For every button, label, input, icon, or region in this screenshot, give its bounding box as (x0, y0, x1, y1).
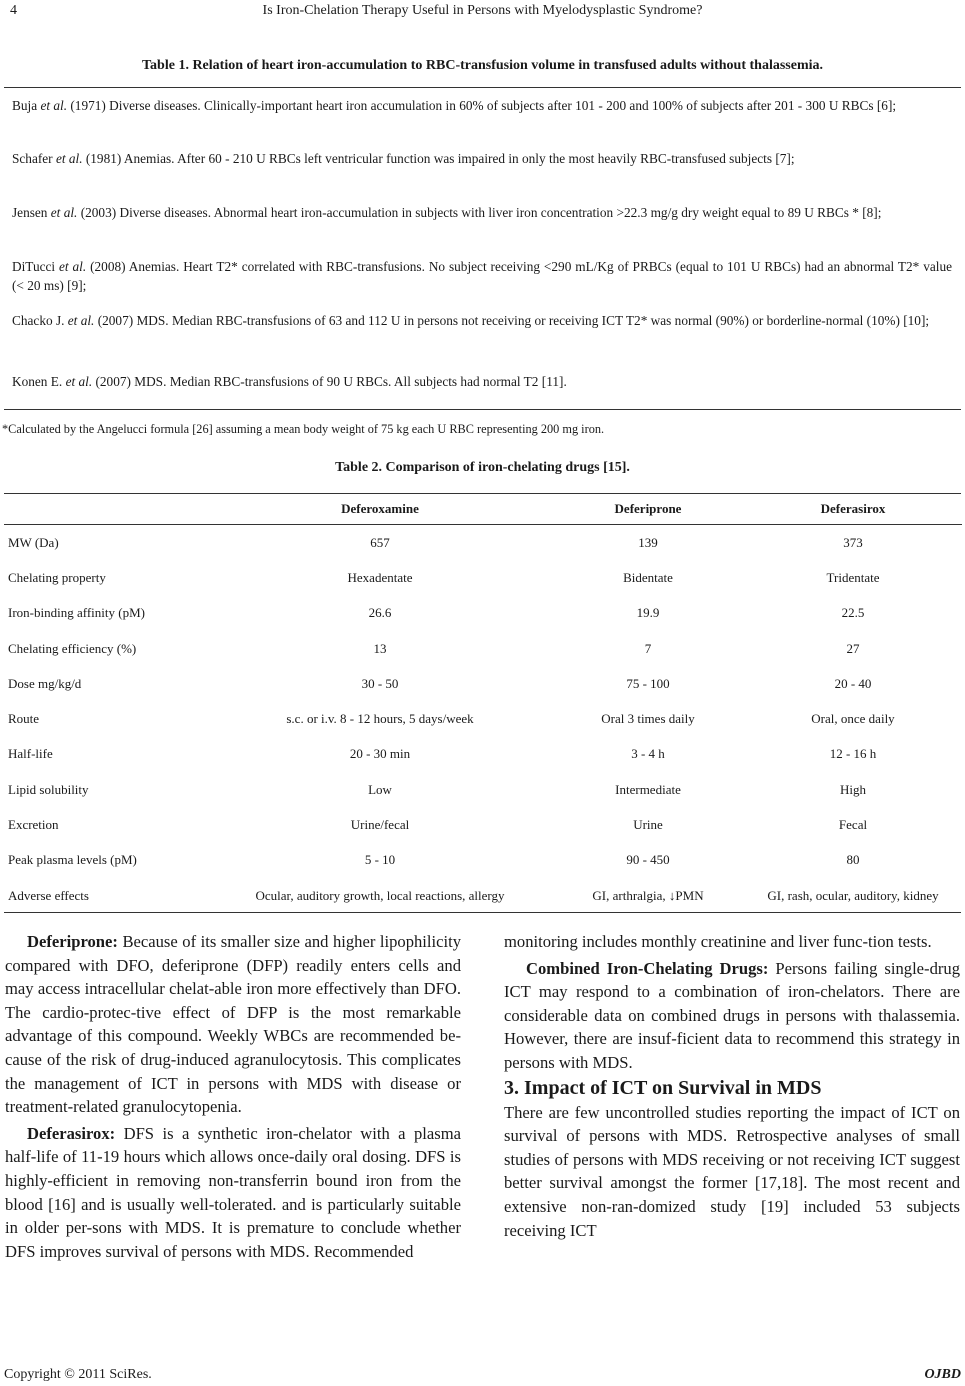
table-row (4, 560, 962, 595)
table1-entry: Chacko J. et al. (2007) MDS. Median RBC-transfusions of 63 and 112 U in persons not receiving or receiving ICT T2* was normal (90%) or borderline-normal (10%) [10]; (12, 313, 930, 328)
table1-entry: DiTucci et al. (2008) Anemias. Heart T2* correlated with RBC-transfusions. No subject receiving <290 mL/Kg of PRBCs (equal to 101 U RBCs) had an abnormal T2* value (< 20 ms) [9]; (12, 259, 952, 293)
table1-caption: Table 1. Relation of heart iron-accumulation to RBC-transfusion volume in transfused adults without thalassemia. (142, 58, 823, 73)
table-row (4, 525, 962, 561)
table-cell: Urine (633, 817, 663, 833)
table1-footnote: *Calculated by the Angelucci formula [26] assuming a mean body weight of 75 kg each U RBC representing 200 mg iron. (2, 422, 605, 436)
table-cell: Oral, once daily (811, 711, 895, 727)
table-header-cell (4, 494, 208, 525)
paragraph-deferasirox: Deferasirox: DFS is a synthetic iron-chelator with a plasma half-life of 11-19 hours which allows once-daily oral dosing. DFS is highly-efficient in removing non-transferrin bound iron from the blood [16] and is usually well-tolerated. and is particularly suitable in older per-sons with MDS. It is premature to conclude whether DFS improves survival of persons with MDS. Recommended (5, 1123, 461, 1261)
page-number: 4 (10, 3, 17, 18)
table-cell: 19.9 (636, 605, 660, 621)
table-cell: Tridentate (826, 569, 880, 585)
table-cell: High (840, 781, 866, 797)
table-cell: 20 - 40 (834, 675, 872, 691)
table-row-label: Half-life (8, 746, 53, 762)
table1-entry: Konen E. et al. (2007) MDS. Median RBC-transfusions of 90 U RBCs. All subjects had normal T2 [11]. (12, 374, 567, 389)
paragraph-deferiprone: Deferiprone: Because of its smaller size and higher lipophilicity compared with DFO, deferiprone (DFP) readily enters cells and may access intracellular chelat-able iron more effectively than DFO. The cardio-protec-tive effect of DFP is the most remarkable advantage of this compound. Weekly WBCs are recommended be-cause of the risk of drug-induced agranulocytosis. This complicates the management of ICT in persons with MDS with disease or treatment-related granulocytopenia. (5, 932, 462, 1117)
table-row-label: Excretion (8, 817, 59, 833)
table-cell: Intermediate (615, 781, 681, 797)
table-cell: Low (368, 781, 392, 797)
table-row-label: Dose mg/kg/d (8, 675, 82, 691)
table-row (4, 737, 962, 772)
table-row-label: Peak plasma levels (pM) (8, 852, 137, 868)
table1-entry: Buja et al. (1971) Diverse diseases. Clinically-important heart iron accumulation in 60% of subjects after 101 - 200 and 100% of subjects after 201 - 300 U RBCs [6]; (12, 98, 897, 113)
table-cell: Urine/fecal (350, 817, 410, 833)
footer-copyright: Copyright © 2011 SciRes. (4, 1367, 152, 1382)
table-cell: 22.5 (841, 605, 865, 621)
table-row (4, 772, 962, 807)
table2-caption: Table 2. Comparison of iron-chelating drugs [15]. (335, 460, 630, 475)
table-header-cell: Deferoxamine (341, 501, 419, 516)
table-row-label: Adverse effects (8, 887, 89, 903)
table-cell: 26.6 (368, 605, 392, 621)
table-cell: 80 (846, 852, 860, 868)
table-cell: GI, arthralgia, ↓PMN (592, 887, 704, 903)
table-cell: s.c. or i.v. 8 - 12 hours, 5 days/week (286, 711, 474, 727)
section-heading: 3. Impact of ICT on Survival in MDS (504, 1076, 822, 1099)
paragraph-lead: Deferasirox: (27, 1123, 116, 1143)
table1-top-rule (4, 87, 961, 88)
table-cell: 7 (644, 640, 652, 656)
table-row-label: Chelating property (8, 569, 106, 585)
table1-bottom-rule (4, 409, 961, 410)
table-cell: Fecal (838, 817, 868, 833)
table-cell: 90 - 450 (626, 852, 670, 868)
table-row (4, 596, 962, 631)
table-row (4, 878, 962, 913)
drug-comparison-table (4, 494, 962, 913)
table-cell: 5 - 10 (364, 852, 396, 868)
paragraph-monitoring: monitoring includes monthly creatinine and liver func-tion tests. (504, 932, 932, 951)
table2-bottom-rule (4, 912, 961, 913)
table-row (4, 843, 962, 878)
table-cell: 30 - 50 (361, 675, 399, 691)
table-cell: 20 - 30 min (349, 746, 411, 762)
table-cell: Oral 3 times daily (601, 711, 695, 727)
table-cell: 27 (846, 640, 860, 656)
table-cell: 373 (843, 534, 863, 550)
running-title: Is Iron-Chelation Therapy Useful in Persons with Myelodysplastic Syndrome? (262, 3, 703, 18)
table-row-label: MW (Da) (8, 534, 59, 550)
table1-entry: Schafer et al. (1981) Anemias. After 60 - 210 U RBCs left ventricular function was impaired in only the most heavily RBC-transfused subjects [7]; (12, 151, 795, 166)
table-row (4, 666, 962, 701)
table1-entry: Jensen et al. (2003) Diverse diseases. Abnormal heart iron-accumulation in subjects with liver iron concentration >22.3 mg/g dry weight equal to 89 U RBCs * [8]; (12, 205, 882, 220)
table-cell: 139 (638, 534, 658, 550)
table-row-label: Lipid solubility (8, 781, 89, 797)
paragraph-lead: Deferiprone: (27, 932, 118, 951)
table-row (4, 701, 962, 736)
paragraph-lead: Combined Iron-Chelating Drugs: (526, 958, 769, 978)
table-cell: 12 - 16 h (829, 746, 877, 762)
footer-journal: OJBD (924, 1367, 961, 1382)
table-cell: GI, rash, ocular, auditory, kidney (767, 887, 939, 903)
table-cell: 13 (373, 640, 387, 656)
table-cell: 3 - 4 h (631, 746, 665, 762)
table-cell: Ocular, auditory growth, local reactions, allergy (255, 887, 505, 903)
table-cell: 75 - 100 (626, 675, 670, 691)
table-cell: Bidentate (623, 569, 673, 585)
paragraph-combined: Combined Iron-Chelating Drugs: Persons failing single-drug ICT may respond to a combination of iron-chelators. There are considerable data on combined drugs in persons with thalassemia. However, there are insuf-ficient data to recommend this strategy in persons with MDS. (504, 958, 960, 1072)
table-row (4, 807, 962, 842)
table-row-label: Route (8, 711, 40, 727)
table-row-label: Chelating efficiency (%) (8, 640, 137, 656)
table-cell: 657 (370, 534, 390, 550)
table-row (4, 631, 962, 666)
body-column-right (504, 930, 960, 1242)
body-column-left (5, 930, 461, 1263)
table-header-cell: Deferiprone (614, 501, 682, 516)
table-header-cell: Deferasirox (820, 501, 886, 516)
table-header-row (4, 494, 962, 525)
table-row-label: Iron-binding affinity (pM) (8, 605, 145, 621)
table-cell: Hexadentate (347, 569, 413, 585)
paragraph-survival: There are few uncontrolled studies reporting the impact of ICT on survival of persons with MDS. Retrospective analyses of small studies of persons with MDS receiving or not receiving ICT suggest better survival amongst the former [17,18]. The most recent and extensive non-ran-domized study [19] included 53 subjects receiving ICT (504, 1102, 960, 1240)
